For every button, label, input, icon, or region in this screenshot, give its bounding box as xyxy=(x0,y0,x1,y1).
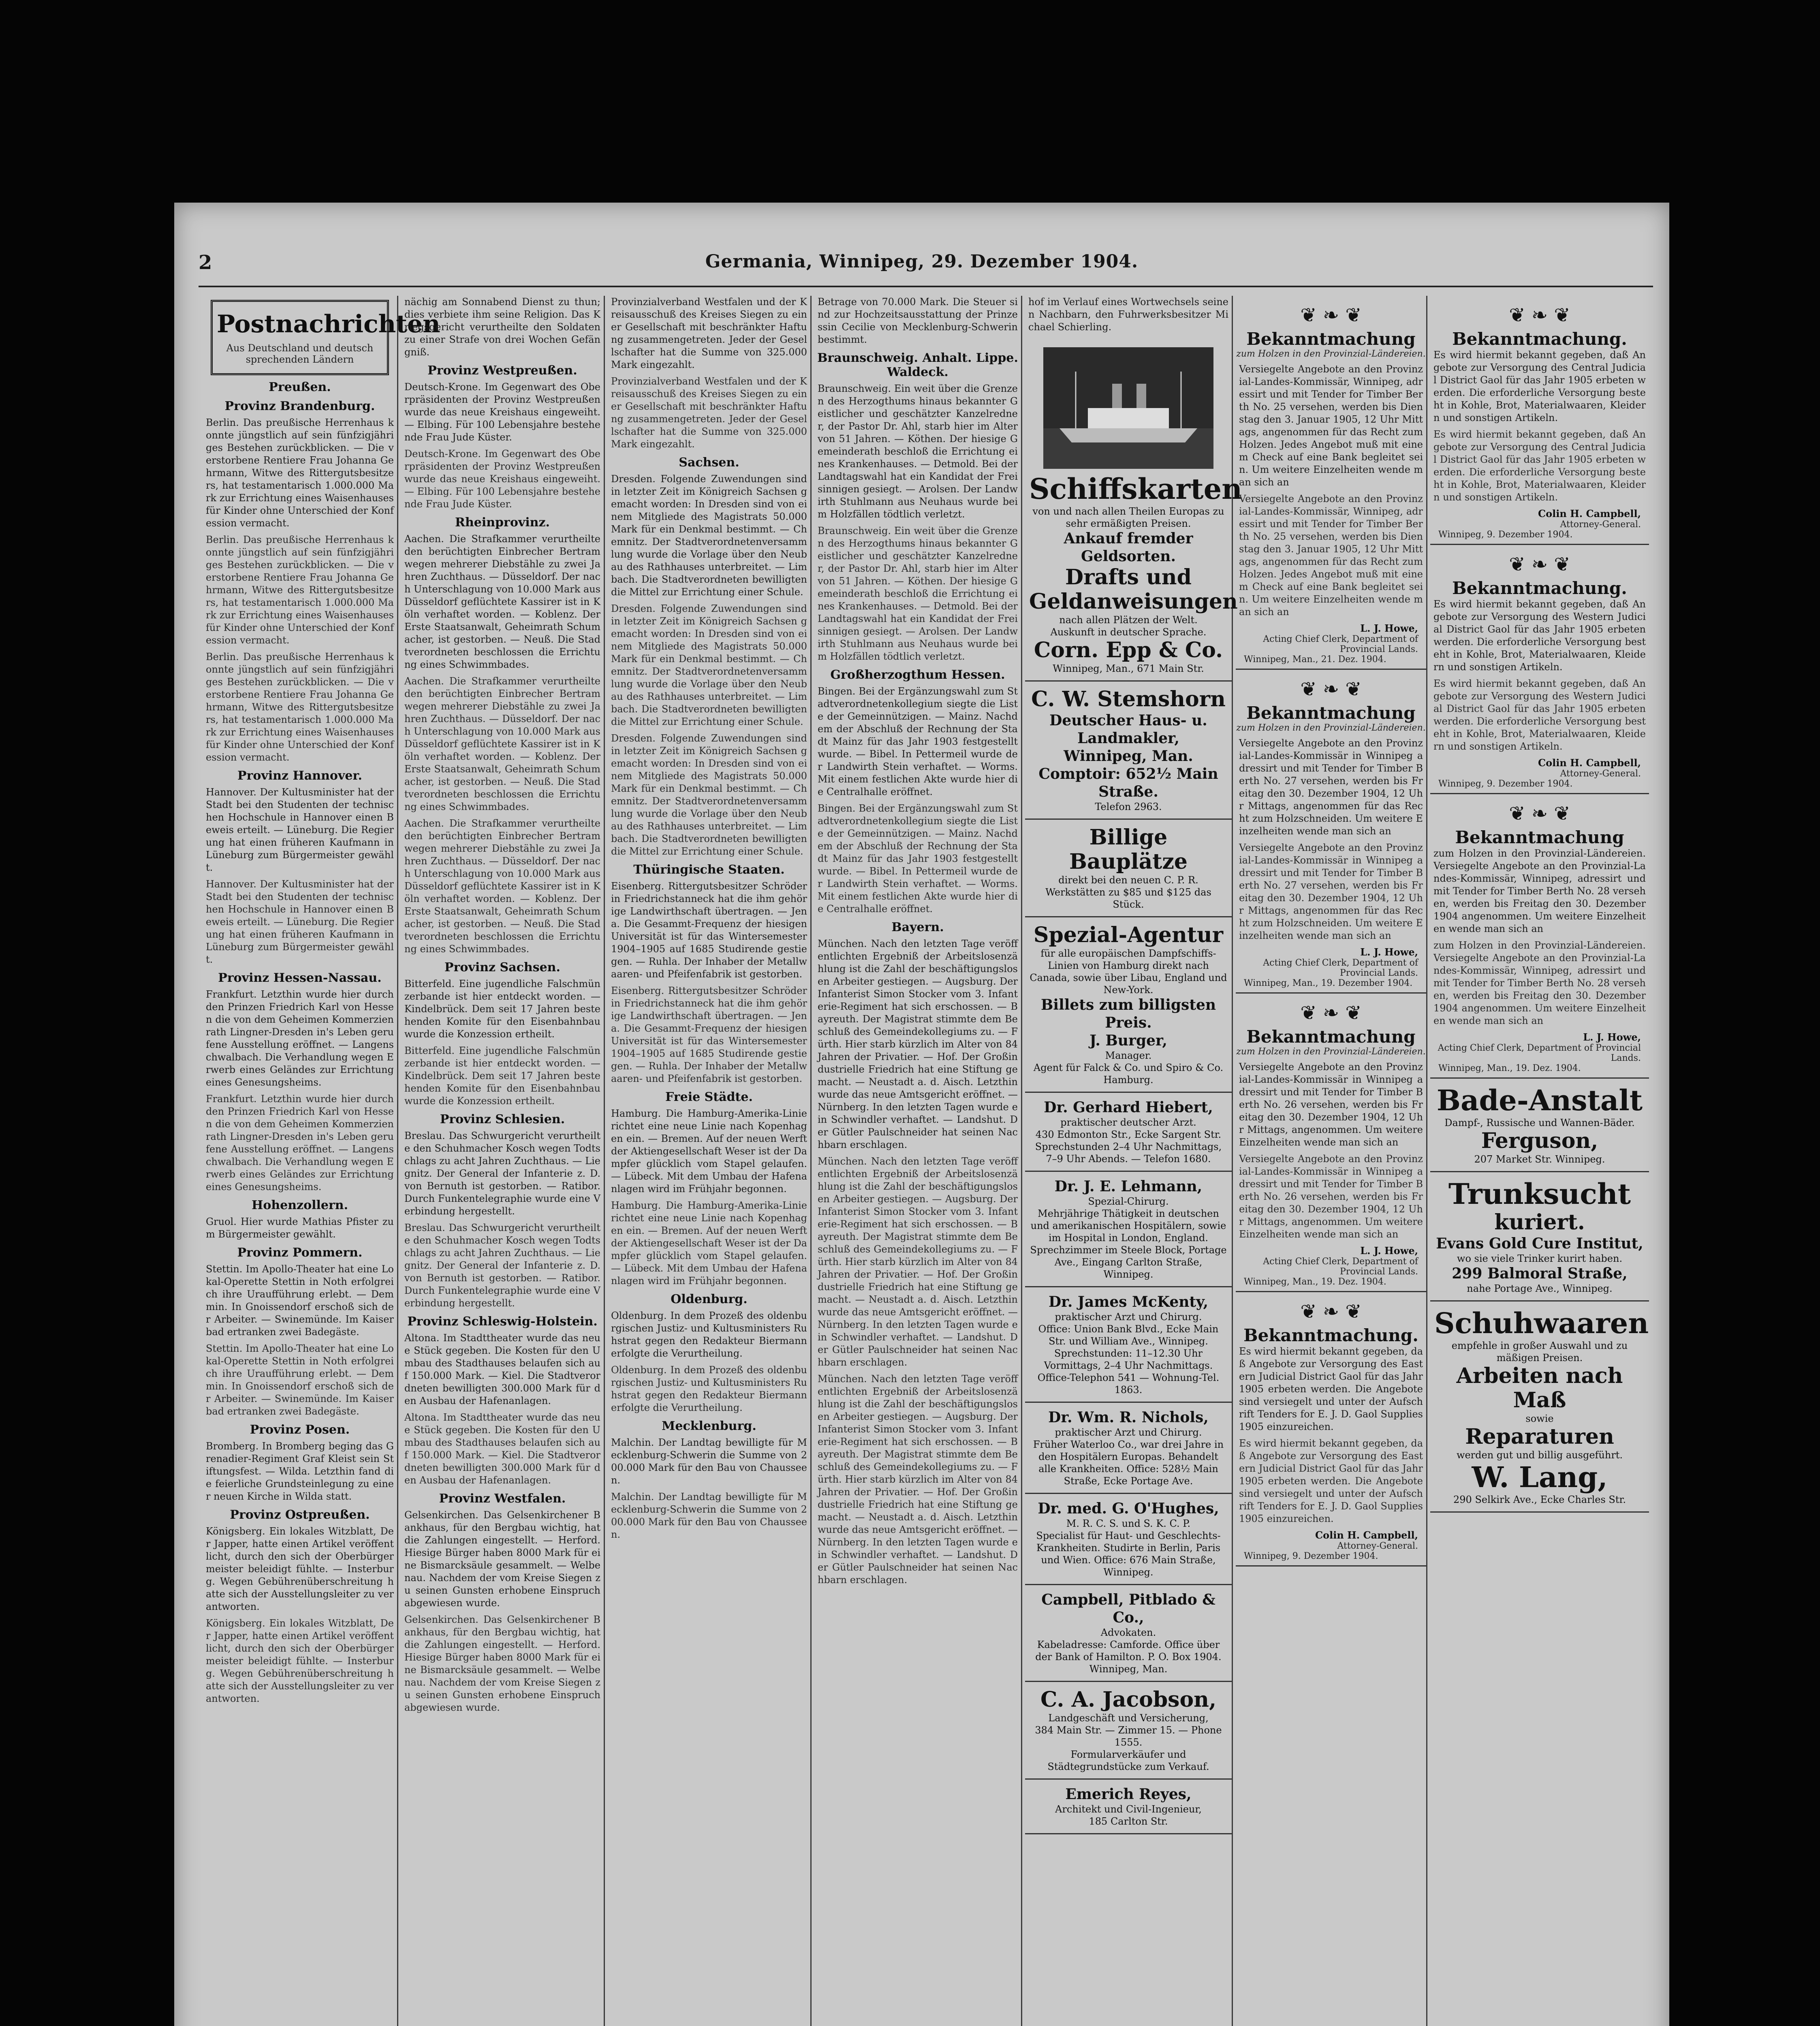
ad-text: nach allen Plätzen der Welt. xyxy=(1059,614,1198,626)
campbell-pitblado-ad xyxy=(1025,1585,1232,1682)
section-title: Postnachrichten xyxy=(217,310,440,338)
notice-role: Attorney-General. xyxy=(1337,1541,1418,1551)
ad-text: Evans Gold Cure Institut, xyxy=(1436,1235,1643,1252)
ad-title: Schiffskarten xyxy=(1029,472,1243,506)
ad-title: Bade-Anstalt xyxy=(1436,1084,1643,1117)
notice xyxy=(1430,802,1649,1079)
article-text: Gruol. Hier wurde Mathias Pfister zum Bürgermeister gewählt. xyxy=(206,1216,394,1240)
article-heading: Preußen. xyxy=(269,380,331,394)
article-heading: Thüringische Staaten. xyxy=(633,863,785,877)
notice-date: Winnipeg, 9. Dezember 1904. xyxy=(1236,1551,1426,1567)
notice-text: Versiegelte Angebote an den Provinzial-Landes-Kommissär, Winnipeg, adressirt und mit Tender for Timber Berth No. 25 versehen, werden bis Dienstag den 3. Januar 1905, 12 Uhr Mittags, angenommen für das Recht zum Holzen. Jedes Angebot muß mit einem Check auf eine Bank begleitet sein. Um weitere Einzelheiten wende man sich an xyxy=(1239,363,1423,488)
notice xyxy=(1236,678,1426,994)
column-1 xyxy=(203,296,440,2026)
ad-text: Sprechstunden 2–4 Uhr Nachmittags, 7–9 Uhr Abends. — Telefon 1680. xyxy=(1035,1141,1222,1165)
ad-text: kuriert. xyxy=(1494,1210,1585,1235)
ad-text: J. Burger, xyxy=(1089,1032,1167,1049)
ornament-icon: ❦ ❧ ❦ xyxy=(1300,1300,1362,1323)
ad-text: praktischer deutscher Arzt. xyxy=(1060,1117,1196,1128)
article-heading: Provinz Pommern. xyxy=(237,1246,363,1260)
notice-text: Es wird hiermit bekannt gegeben, daß Angebote zur Versorgung des Western Judicial District Gaol für das Jahr 1905 erbeten werden. Die erforderliche Versorgung besteht in Kohle, Brot, Materialwaaren, Kleidern und sonstigen Artikeln. xyxy=(1433,598,1646,673)
stemshorn-ad xyxy=(1025,682,1232,820)
article-heading: Provinz Schlesien. xyxy=(440,1112,565,1126)
ad-title: C. W. Stemshorn xyxy=(1031,687,1226,712)
article-text: Stettin. Im Apollo-Theater hat eine Lokal-Operette Stettin in Noth erfolgreich ihre Uraufführung erlebt. — Demmin. In Gnoissendorf erschoß sich der Arbeiter. — Swinemünde. Im Kaiserbad ertranken zwei Badegäste. xyxy=(206,1343,394,1417)
article-text: Aachen. Die Strafkammer verurtheilte den berüchtigten Einbrecher Bertram wegen mehrerer Diebstähle zu zwei Jahren Zuchthaus. — Düsseldorf. Der nach Unterschlagung von 10.000 Mark aus Düsseldorf geflüchtete Kassirer ist in Köln verhaftet worden. — Koblenz. Der Erste Staatsanwalt, Geheimrath Schumacher, ist gestorben. — Neuß. Die Stadtverordneten beschlossen die Errichtung eines Schwimmbades. xyxy=(404,818,600,955)
article-text: Malchin. Der Landtag bewilligte für Mecklenburg-Schwerin die Summe von 200.000 Mark für den Bau von Chausseen. xyxy=(611,1437,807,1486)
section-title-box xyxy=(211,300,440,375)
article-text: Berlin. Das preußische Herrenhaus konnte jüngstlich auf sein fünfzigjähriges Bestehen zurückblicken. — Die verstorbene Rentiere Frau Johanna Gehrmann, Witwe des Rittergutsbesitzers, hat testamentarisch 1.000.000 Mark zur Errichtung eines Waisenhauses für Kinder ohne Unterschied der Konfession vermacht. xyxy=(206,651,394,763)
ad-address: 207 Market Str. Winnipeg. xyxy=(1474,1154,1605,1165)
ad-title: Trunksucht xyxy=(1448,1177,1631,1211)
article-text: Dresden. Folgende Zuwendungen sind in letzter Zeit im Königreich Sachsen gemacht worden: In Dresden sind von einem Mitgliede des Magistrats 50.000 Mark für ein Denkmal bestimmt. — Chemnitz. Der Stadtverordnetenversammlung wurde die Vorlage über den Neubau des Rathhauses unterbreitet. — Limbach. Die Stadtverordneten bewilligten die Mittel zur Errichtung einer Schule. xyxy=(611,473,807,598)
notice-subtitle: zum Holzen in den Provinzial-Ländereien. xyxy=(1236,1047,1426,1057)
ad-name: W. Lang, xyxy=(1472,1460,1608,1494)
notice-text: Es wird hiermit bekannt gegeben, daß Angebote zur Versorgung des Eastern Judicial District Gaol für das Jahr 1905 erbeten werden. Die Angebote sind versiegelt und unter der Aufschrift Tenders for E. J. D. Gaol Supplies 1905 einzureichen. xyxy=(1239,1346,1423,1432)
notice xyxy=(1236,1002,1426,1292)
article-heading: Mecklenburg. xyxy=(662,1419,756,1433)
agentur-ad xyxy=(1025,917,1232,1093)
article-heading: Hohenzollern. xyxy=(251,1198,348,1212)
ad-title: Dr. J. E. Lehmann, xyxy=(1054,1178,1203,1195)
section-subtitle: Aus Deutschland und deutsch sprechenden Ländern xyxy=(226,342,374,365)
ad-text: Telefon 2963. xyxy=(1095,801,1162,812)
notice-signature: L. J. Howe, xyxy=(1583,1031,1641,1043)
article-text: Gelsenkirchen. Das Gelsenkirchener Bankhaus, für den Bergbau wichtig, hat die Zahlungen eingestellt. — Herford. Hiesige Bürger haben 8000 Mark für eine Bismarcksäule gesammelt. — Welbenau. Nachdem der vom Kreise Siegen zu seinen Gunsten erhobene Einspruch abgewiesen wurde. xyxy=(404,1614,600,1713)
ad-text: Agent für Falck & Co. und Spiro & Co. Hamburg. xyxy=(1033,1062,1224,1086)
ad-title: Billige Bauplätze xyxy=(1069,825,1188,874)
article-text: Altona. Im Stadttheater wurde das neue Stück gegeben. Die Kosten für den Umbau des Stadthauses belaufen sich auf 150.000 Mark. — Kiel. Die Stadtverordneten bewilligten 300.000 Mark für den Ausbau der Hafenanlagen. xyxy=(404,1332,600,1406)
ad-address: 299 Balmoral Straße, xyxy=(1452,1265,1628,1282)
notice-role: Attorney-General. xyxy=(1560,769,1641,779)
column-5-ads xyxy=(1025,296,1243,2026)
notice-subtitle: zum Holzen in den Provinzial-Ländereien. xyxy=(1236,349,1426,359)
article-text: Hamburg. Die Hamburg-Amerika-Linie richtet eine neue Linie nach Kopenhagen ein. — Bremen. Auf der neuen Werft der Aktiengesellschaft Weser ist der Dampfer glücklich vom Stapel gelaufen. — Lübeck. Mit dem Umbau der Hafenanlagen wird im Frühjahr begonnen. xyxy=(611,1200,807,1287)
article-heading: Oldenburg. xyxy=(671,1292,748,1306)
jacobson-ad xyxy=(1025,1682,1232,1780)
ad-text: für alle europäischen Dampfschiffs-Linien von Hamburg direkt nach Canada, sowie über Libau, England und New-York. xyxy=(1030,948,1227,996)
article-heading: Provinz Westfalen. xyxy=(439,1492,566,1506)
notice-text: Es wird hiermit bekannt gegeben, daß Angebote zur Versorgung des Central Judicial District Gaol für das Jahr 1905 erbeten werden. Die erforderliche Versorgung besteht in Kohle, Brot, Materialwaaren, Kleidern und sonstigen Artikeln. xyxy=(1433,349,1646,423)
schuhwaaren-ad xyxy=(1430,1302,1649,1513)
article-text: Breslau. Das Schwurgericht verurtheilte den Schuhmacher Kosch wegen Todtschlags zu acht Jahren Zuchthaus. — Liegnitz. Der General der Infanterie z. D. von Bernuth ist gestorben. — Ratibor. Durch Funkentelegraphie wurde eine Verbindung hergestellt. xyxy=(404,1130,600,1217)
page-number: 2 xyxy=(199,251,212,274)
notice-signature: Colin H. Campbell, xyxy=(1538,757,1641,769)
article-heading: Freie Städte. xyxy=(665,1090,753,1104)
article-text: Braunschweig. Ein weit über die Grenzen des Herzogthums hinaus bekannter Geistlicher und geschätzter Kanzelredner, der Pastor Dr. Ahl, starb hier im Alter von 51 Jahren. — Köthen. Der hiesige Gemeinderath beschloß die Errichtung eines Krankenhauses. — Detmold. Bei der Landtagswahl hat ein Kandidat der Freisinnigen gesiegt. — Arolsen. Der Landwirth Stuhlmann aus Neuhaus wurde beim Holzfällen tödtlich verletzt. xyxy=(818,525,1018,662)
ad-text: Arbeiten nach Maß xyxy=(1456,1363,1623,1413)
column-3 xyxy=(608,296,812,2026)
article-heading: Bayern. xyxy=(891,920,944,934)
ad-text: 185 Carlton Str. xyxy=(1089,1816,1168,1827)
notice-signature: L. J. Howe, xyxy=(1360,946,1418,958)
notice-title: Bekanntmachung xyxy=(1246,1027,1416,1047)
article-text: München. Nach den letzten Tage veröffentlichten Ergebniß der Arbeitslosenzählung ist die Zahl der beschäftigungslosen Arbeiter gestiegen. — Augsburg. Der Infanterist Simon Stocker vom 3. Infanterie-Regiment hat sich erschossen. — Bayreuth. Der Magistrat stimmte dem Beschluß des Gemeindekollegiums zu. — Fürth. Hier starb kürzlich im Alter von 84 Jahren der Privatier. — Hof. Der Großindustrielle Friedrich hat eine Stiftung gemacht. — Neustadt a. d. Aisch. Letzthin wurde das neue Amtsgericht eröffnet. — Nürnberg. In den letzten Tagen wurde ein Schwindler verhaftet. — Landshut. Der Gütler Paulschneider hat seinen Nachbarn erschlagen. xyxy=(818,1373,1018,1586)
ornament-icon: ❦ ❧ ❦ xyxy=(1509,553,1570,576)
article-text: Eisenberg. Rittergutsbesitzer Schröder in Friedrichstanneck hat die ihm gehörige Landwirthschaft übertragen. — Jena. Die Gesammt-Frequenz der hiesigen Universität ist für das Wintersemester 1904–1905 auf 1685 Studirende gestiegen. — Ruhla. Der Inhaber der Metallwaaren- und Pfeifenfabrik ist gestorben. xyxy=(611,880,807,980)
notice-title: Bekanntmachung xyxy=(1246,703,1416,723)
trunksucht-ad xyxy=(1430,1172,1649,1302)
article-text: nächig am Sonnabend Dienst zu thun; dies verbiete ihm seine Religion. Das Kriegsgericht verurtheilte den Soldaten zu einer Strafe von drei Wochen Gefängniß. xyxy=(404,296,600,358)
ad-text: M. R. C. S. und S. K. C. P. xyxy=(1066,1518,1191,1529)
notice-signature: Colin H. Campbell, xyxy=(1538,508,1641,519)
ad-title: Dr. Wm. R. Nichols, xyxy=(1048,1409,1209,1426)
article-text: Betrage von 70.000 Mark. Die Steuer sind zur Hochzeitsausstattung der Prinzessin Cecilie von Mecklenburg-Schwerin bestimmt. xyxy=(818,296,1018,345)
ad-text: empfehle in großer Auswahl und zu mäßigen Preisen. xyxy=(1451,1340,1628,1363)
ship-tickets-ad xyxy=(1025,338,1243,682)
ad-text: werden gut und billig ausgeführt. xyxy=(1456,1449,1623,1461)
ad-text: direkt bei den neuen C. P. R. Werkstätten zu $85 und $125 das Stück. xyxy=(1045,874,1211,910)
masthead: Germania, Winnipeg, 29. Dezember 1904. xyxy=(705,251,1139,272)
hiebert-ad xyxy=(1025,1093,1232,1172)
ad-title: C. A. Jacobson, xyxy=(1040,1687,1217,1712)
article-text: Dresden. Folgende Zuwendungen sind in letzter Zeit im Königreich Sachsen gemacht worden: In Dresden sind von einem Mitgliede des Magistrats 50.000 Mark für ein Denkmal bestimmt. — Chemnitz. Der Stadtverordnetenversammlung wurde die Vorlage über den Neubau des Rathhauses unterbreitet. — Limbach. Die Stadtverordneten bewilligten die Mittel zur Errichtung einer Schule. xyxy=(611,733,807,857)
column-6-notices xyxy=(1236,296,1427,2026)
notice-text: Versiegelte Angebote an den Provinzial-Landes-Kommissär in Winnipeg adressirt und mit Tender for Timber Berth No. 26 versehen, werden bis Freitag den 30. Dezember 1904, 12 Uhr Mittags, angenommen. Um weitere Einzelheiten wende man sich an xyxy=(1239,1061,1423,1148)
notice xyxy=(1430,304,1649,545)
ad-title: Dr. med. G. O'Hughes, xyxy=(1038,1500,1219,1517)
notice-date: Winnipeg, Man., 19. Dez. 1904. xyxy=(1236,1277,1426,1292)
ad-text: von und nach allen Theilen Europas zu sehr ermäßigten Preisen. xyxy=(1032,506,1224,529)
ad-title: Emerich Reyes, xyxy=(1065,1786,1192,1803)
bauplaetze-ad xyxy=(1025,820,1232,917)
ad-text: Auskunft in deutscher Sprache. xyxy=(1050,626,1207,638)
ad-text: Ankauf fremder Geldsorten. xyxy=(1064,530,1193,565)
notice-title: Bekanntmachung xyxy=(1455,827,1624,847)
ad-text: Manager. xyxy=(1105,1050,1152,1061)
notice-date: Winnipeg, Man., 19. Dezember 1904. xyxy=(1236,978,1426,994)
article-text: Provinzialverband Westfalen und der Kreisausschuß des Kreises Siegen zu einer Gesellschaft mit beschränkter Haftung zusammengetreten. Jeder der Gesellschafter hat die Summe von 325.000 Mark eingezahlt. xyxy=(611,296,807,370)
ad-text: Architekt und Civil-Ingenieur, xyxy=(1055,1804,1202,1815)
ad-text: Deutscher Haus- u. Landmakler, xyxy=(1049,712,1207,747)
column-7 xyxy=(1430,296,1649,2026)
notice-date: Winnipeg, 9. Dezember 1904. xyxy=(1430,530,1649,545)
article-text: Dresden. Folgende Zuwendungen sind in letzter Zeit im Königreich Sachsen gemacht worden: In Dresden sind von einem Mitgliede des Magistrats 50.000 Mark für ein Denkmal bestimmt. — Chemnitz. Der Stadtverordnetenversammlung wurde die Vorlage über den Neubau des Rathhauses unterbreitet. — Limbach. Die Stadtverordneten bewilligten die Mittel zur Errichtung einer Schule. xyxy=(611,603,807,727)
page-header xyxy=(190,247,1653,280)
ad-text: Winnipeg, Man. xyxy=(1064,748,1193,765)
ad-address: Winnipeg, Man., 671 Main Str. xyxy=(1053,663,1204,674)
article-text: München. Nach den letzten Tage veröffentlichten Ergebniß der Arbeitslosenzählung ist die Zahl der beschäftigungslosen Arbeiter gestiegen. — Augsburg. Der Infanterist Simon Stocker vom 3. Infanterie-Regiment hat sich erschossen. — Bayreuth. Der Magistrat stimmte dem Beschluß des Gemeindekollegiums zu. — Fürth. Hier starb kürzlich im Alter von 84 Jahren der Privatier. — Hof. Der Großindustrielle Friedrich hat eine Stiftung gemacht. — Neustadt a. d. Aisch. Letzthin wurde das neue Amtsgericht eröffnet. — Nürnberg. In den letzten Tagen wurde ein Schwindler verhaftet. — Landshut. Der Gütler Paulschneider hat seinen Nachbarn erschlagen. xyxy=(818,1156,1018,1368)
notice-text: Versiegelte Angebote an den Provinzial-Landes-Kommissär in Winnipeg adressirt und mit Tender for Timber Berth No. 27 versehen, werden bis Freitag den 30. Dezember 1904, 12 Uhr Mittags, angenommen für das Recht zum Holzschneiden. Um weitere Einzelheiten wende man sich an xyxy=(1239,737,1423,837)
notice-signature: L. J. Howe, xyxy=(1360,1245,1418,1257)
notice-role: Acting Chief Clerk, Department of Provincial Lands. xyxy=(1263,1257,1418,1277)
ad-text: sowie xyxy=(1525,1413,1554,1424)
notice-date: Winnipeg, 9. Dezember 1904. xyxy=(1430,779,1649,794)
article-text: Bromberg. In Bromberg beging das Grenadier-Regiment Graf Kleist sein Stiftungsfest. — Wilda. Letzthin fand die feierliche Grundsteinlegung zu einer neuen Kirche in Wilda statt. xyxy=(206,1440,394,1502)
steamship-illustration xyxy=(1043,347,1213,469)
article-text: Breslau. Das Schwurgericht verurtheilte den Schuhmacher Kosch wegen Todtschlags zu acht Jahren Zuchthaus. — Liegnitz. Der General der Infanterie z. D. von Bernuth ist gestorben. — Ratibor. Durch Funkentelegraphie wurde eine Verbindung hergestellt. xyxy=(404,1222,600,1309)
ad-text: Landgeschäft und Versicherung, xyxy=(1048,1712,1209,1724)
article-text: Königsberg. Ein lokales Witzblatt, Der Japper, hatte einen Artikel veröffentlicht, durch den sich der Oberbürgermeister beleidigt fühlte. — Insterburg. Wegen Gebührenüberschreitung hatte sich der Ausstellungsleiter zu verantworten. xyxy=(206,1618,394,1704)
article-text: Bitterfeld. Eine jugendliche Falschmünzerbande ist hier entdeckt worden. — Kindelbrück. Dem seit 17 Jahren bestehenden Komite für den Eisenbahnbau wurde die Konzession ertheilt. xyxy=(404,978,600,1040)
ad-text: praktischer Arzt und Chirurg. xyxy=(1055,1427,1202,1438)
article-heading: Provinz Hessen-Nassau. xyxy=(218,971,382,985)
ornament-icon: ❦ ❧ ❦ xyxy=(1509,802,1570,825)
newspaper-page xyxy=(174,203,1669,2026)
article-text: Bingen. Bei der Ergänzungswahl zum Stadtverordnetenkollegium siegte die Liste der Gemeinnützigen. — Mainz. Nachdem der Abschluß der Rechnung der Stadt Mainz für das Jahr 1903 festgestellt wurde. — Bibel. In Pettermeil wurde der Landwirth Stein verhaftet. — Worms. Mit einem festlichen Akte wurde hier die Centralhalle eröffnet. xyxy=(818,803,1018,915)
article-text: Stettin. Im Apollo-Theater hat eine Lokal-Operette Stettin in Noth erfolgreich ihre Uraufführung erlebt. — Demmin. In Gnoissendorf erschoß sich der Arbeiter. — Swinemünde. Im Kaiserbad ertranken zwei Badegäste. xyxy=(206,1263,394,1338)
ad-address: 290 Selkirk Ave., Ecke Charles Str. xyxy=(1453,1494,1626,1505)
lehmann-ad xyxy=(1025,1172,1232,1287)
article-text: Aachen. Die Strafkammer verurtheilte den berüchtigten Einbrecher Bertram wegen mehrerer Diebstähle zu zwei Jahren Zuchthaus. — Düsseldorf. Der nach Unterschlagung von 10.000 Mark aus Düsseldorf geflüchtete Kassirer ist in Köln verhaftet worden. — Koblenz. Der Erste Staatsanwalt, Geheimrath Schumacher, ist gestorben. — Neuß. Die Stadtverordneten beschlossen die Errichtung eines Schwimmbades. xyxy=(404,675,600,812)
notice-text: zum Holzen in den Provinzial-Ländereien. Versiegelte Angebote an den Provinzial-Landes-Kommissär, Winnipeg, adressirt und mit Tender for Timber Berth No. 28 versehen, werden bis Freitag den 30. Dezember 1904 angenommen. Um weitere Einzelheiten wende man sich an xyxy=(1433,848,1646,934)
notice-role: Attorney-General. xyxy=(1560,519,1641,530)
ad-text: Office: Union Bank Blvd., Ecke Main Str. und William Ave., Winnipeg. xyxy=(1038,1323,1219,1347)
notice xyxy=(1430,553,1649,794)
notice-text: zum Holzen in den Provinzial-Ländereien. Versiegelte Angebote an den Provinzial-Landes-Kommissär, Winnipeg, adressirt und mit Tender for Timber Berth No. 28 versehen, werden bis Freitag den 30. Dezember 1904 angenommen. Um weitere Einzelheiten wende man sich an xyxy=(1433,940,1646,1026)
article-heading: Braunschweig. Anhalt. Lippe. Waldeck. xyxy=(817,351,1018,379)
notice-role: Acting Chief Clerk, Department of Provincial Lands. xyxy=(1263,634,1418,654)
notice-date: Winnipeg, Man., 19. Dez. 1904. xyxy=(1430,1063,1649,1079)
ad-text: Specialist für Haut- und Geschlechts-Krankheiten. Studirte in Berlin, Paris und Wien. Office: 676 Main Straße, Winnipeg. xyxy=(1036,1530,1221,1578)
notice-title: Bekanntmachung. xyxy=(1452,329,1627,349)
ad-firm: Corn. Epp & Co. xyxy=(1034,638,1223,663)
notice-text: Es wird hiermit bekannt gegeben, daß Angebote zur Versorgung des Central Judicial District Gaol für das Jahr 1905 erbeten werden. Die erforderliche Versorgung besteht in Kohle, Brot, Materialwaaren, Kleidern und sonstigen Artikeln. xyxy=(1433,429,1646,503)
notice-title: Bekanntmachung. xyxy=(1452,578,1627,598)
notice-title: Bekanntmachung. xyxy=(1243,1325,1418,1345)
ad-text: Dampf-, Russische und Wannen-Bäder. xyxy=(1444,1117,1635,1128)
notice xyxy=(1236,304,1426,670)
article-heading: Provinz Posen. xyxy=(250,1423,350,1437)
article-text: Braunschweig. Ein weit über die Grenzen des Herzogthums hinaus bekannter Geistlicher und geschätzter Kanzelredner, der Pastor Dr. Ahl, starb hier im Alter von 51 Jahren. — Köthen. Der hiesige Gemeinderath beschloß die Errichtung eines Krankenhauses. — Detmold. Bei der Landtagswahl hat ein Kandidat der Freisinnigen gesiegt. — Arolsen. Der Landwirth Stuhlmann aus Neuhaus wurde beim Holzfällen tödtlich verletzt. xyxy=(818,383,1018,520)
article-text: Oldenburg. In dem Prozeß des oldenburgischen Justiz- und Kultusministers Ruhstrat gegen den Redakteur Biermann erfolgte die Verurtheilung. xyxy=(611,1364,807,1413)
article-text: Bingen. Bei der Ergänzungswahl zum Stadtverordnetenkollegium siegte die Liste der Gemeinnützigen. — Mainz. Nachdem der Abschluß der Rechnung der Stadt Mainz für das Jahr 1903 festgestellt wurde. — Bibel. In Pettermeil wurde der Landwirth Stein verhaftet. — Worms. Mit einem festlichen Akte wurde hier die Centralhalle eröffnet. xyxy=(818,686,1018,797)
article-heading: Provinz Ostpreußen. xyxy=(230,1508,370,1522)
article-heading: Provinz Hannover. xyxy=(237,769,362,783)
notice-text: Versiegelte Angebote an den Provinzial-Landes-Kommissär in Winnipeg adressirt und mit Tender for Timber Berth No. 27 versehen, werden bis Freitag den 30. Dezember 1904, 12 Uhr Mittags, angenommen für das Recht zum Holzschneiden. Um weitere Einzelheiten wende man sich an xyxy=(1239,842,1423,941)
ad-text: Kabeladresse: Camforde. Office über der Bank of Hamilton. P. O. Box 1904. xyxy=(1035,1639,1222,1663)
ad-text: Comptoir: 652½ Main Straße. xyxy=(1038,765,1218,800)
ornament-icon: ❦ ❧ ❦ xyxy=(1300,678,1362,701)
ad-title: Dr. James McKenty, xyxy=(1048,1293,1209,1310)
article-text: Königsberg. Ein lokales Witzblatt, Der Japper, hatte einen Artikel veröffentlicht, durch den sich der Oberbürgermeister beleidigt fühlte. — Insterburg. Wegen Gebührenüberschreitung hatte sich der Ausstellungsleiter zu verantworten. xyxy=(206,1526,394,1612)
notice-text: Versiegelte Angebote an den Provinzial-Landes-Kommissär, Winnipeg, adressirt und mit Tender for Timber Berth No. 25 versehen, werden bis Dienstag den 3. Januar 1905, 12 Uhr Mittags, angenommen für das Recht zum Holzen. Jedes Angebot muß mit einem Check auf eine Bank begleitet sein. Um weitere Einzelheiten wende man sich an xyxy=(1239,493,1423,618)
header-rule xyxy=(199,286,1653,287)
column-2 xyxy=(401,296,605,2026)
article-text: hof im Verlauf eines Wortwechsels seinen Nachbarn, den Fuhrwerksbesitzer Michael Schierling. xyxy=(1028,296,1228,333)
notice-text: Es wird hiermit bekannt gegeben, daß Angebote zur Versorgung des Eastern Judicial District Gaol für das Jahr 1905 erbeten werden. Die Angebote sind versiegelt und unter der Aufschrift Tenders for E. J. D. Gaol Supplies 1905 einzureichen. xyxy=(1239,1438,1423,1524)
ad-text: Formularverkäufer und Städtegrundstücke zum Verkauf. xyxy=(1047,1749,1209,1772)
article-text: Aachen. Die Strafkammer verurtheilte den berüchtigten Einbrecher Bertram wegen mehrerer Diebstähle zu zwei Jahren Zuchthaus. — Düsseldorf. Der nach Unterschlagung von 10.000 Mark aus Düsseldorf geflüchtete Kassirer ist in Köln verhaftet worden. — Koblenz. Der Erste Staatsanwalt, Geheimrath Schumacher, ist gestorben. — Neuß. Die Stadtverordneten beschlossen die Errichtung eines Schwimmbades. xyxy=(404,533,600,670)
ad-text: Reparaturen xyxy=(1465,1424,1614,1449)
ad-name: Ferguson, xyxy=(1481,1128,1598,1153)
ad-title: Dr. Gerhard Hiebert, xyxy=(1044,1099,1213,1116)
article-heading: Großherzogthum Hessen. xyxy=(830,668,1005,682)
article-text: Hannover. Der Kultusminister hat der Stadt bei den Studenten der technischen Hochschule in Hannover einen Beweis erteilt. — Lüneburg. Die Regierung hat einen früheren Kaufmann in Lüneburg zum Bürgermeister gewählt. xyxy=(206,786,394,873)
notice-role: Acting Chief Clerk, Department of Provincial Lands. xyxy=(1263,958,1418,978)
ad-text: Spezial-Chirurg. xyxy=(1088,1196,1169,1207)
ad-text: wo sie viele Trinker kurirt haben. xyxy=(1457,1253,1623,1264)
article-text: Malchin. Der Landtag bewilligte für Mecklenburg-Schwerin die Summe von 200.000 Mark für den Bau von Chausseen. xyxy=(611,1491,807,1540)
notice-signature: Colin H. Campbell, xyxy=(1315,1529,1418,1541)
article-text: Deutsch-Krone. Im Gegenwart des Oberpräsidenten der Provinz Westpreußen wurde das neue Kreishaus eingeweiht. — Elbing. Für 100 Lebensjahre bestehende Frau Jude Küster. xyxy=(404,381,600,443)
article-heading: Provinz Sachsen. xyxy=(444,960,560,975)
article-heading: Provinz Westpreußen. xyxy=(427,363,577,378)
article-text: Bitterfeld. Eine jugendliche Falschmünzerbande ist hier entdeckt worden. — Kindelbrück. Dem seit 17 Jahren bestehenden Komite für den Eisenbahnbau wurde die Konzession ertheilt. xyxy=(404,1045,600,1107)
notice-text: Es wird hiermit bekannt gegeben, daß Angebote zur Versorgung des Western Judicial District Gaol für das Jahr 1905 erbeten werden. Die erforderliche Versorgung besteht in Kohle, Brot, Materialwaaren, Kleidern und sonstigen Artikeln. xyxy=(1433,678,1646,752)
ad-text: Office-Telephon 541 — Wohnung-Tel. 1863. xyxy=(1037,1372,1220,1396)
notice xyxy=(1236,1300,1426,1567)
ad-text: Früher Waterloo Co., war drei Jahre in den Hospitälern Europas. Behandelt alle Krankheiten. Office: 528½ Main Straße, Ecke Portage Ave. xyxy=(1033,1439,1224,1487)
ad-text: Billets zum billigsten Preis. xyxy=(1040,996,1216,1031)
nichols-ad xyxy=(1025,1403,1232,1494)
ad-text: 430 Edmonton Str., Ecke Sargent Str. xyxy=(1035,1129,1222,1140)
article-text: Deutsch-Krone. Im Gegenwart des Oberpräsidenten der Provinz Westpreußen wurde das neue Kreishaus eingeweiht. — Elbing. Für 100 Lebensjahre bestehende Frau Jude Küster. xyxy=(404,448,600,510)
article-heading: Provinz Brandenburg. xyxy=(224,399,375,413)
article-text: Eisenberg. Rittergutsbesitzer Schröder in Friedrichstanneck hat die ihm gehörige Landwirthschaft übertragen. — Jena. Die Gesammt-Frequenz der hiesigen Universität ist für das Wintersemester 1904–1905 auf 1685 Studirende gestiegen. — Ruhla. Der Inhaber der Metallwaaren- und Pfeifenfabrik ist gestorben. xyxy=(611,985,807,1084)
ad-title: Schuhwaaren xyxy=(1434,1306,1649,1340)
reyes-ad xyxy=(1025,1780,1232,1834)
notice-role: Acting Chief Clerk, Department of Provincial Lands. xyxy=(1438,1043,1641,1063)
article-text: Hamburg. Die Hamburg-Amerika-Linie richtet eine neue Linie nach Kopenhagen ein. — Bremen. Auf der neuen Werft der Aktiengesellschaft Weser ist der Dampfer glücklich vom Stapel gelaufen. — Lübeck. Mit dem Umbau der Hafenanlagen wird im Frühjahr begonnen. xyxy=(611,1108,807,1195)
notice-subtitle: zum Holzen in den Provinzial-Ländereien. xyxy=(1236,723,1426,733)
mckenty-ad xyxy=(1025,1287,1232,1403)
notice-title: Bekanntmachung xyxy=(1246,329,1416,349)
ad-title: Spezial-Agentur xyxy=(1033,923,1224,947)
article-text: Oldenburg. In dem Prozeß des oldenburgischen Justiz- und Kultusministers Ruhstrat gegen den Redakteur Biermann erfolgte die Verurtheilung. xyxy=(611,1310,807,1359)
notice-date: Winnipeg, Man., 21. Dez. 1904. xyxy=(1236,654,1426,670)
ohughes-ad xyxy=(1025,1494,1232,1585)
ornament-icon: ❦ ❧ ❦ xyxy=(1300,304,1362,327)
article-text: Berlin. Das preußische Herrenhaus konnte jüngstlich auf sein fünfzigjähriges Bestehen zurückblicken. — Die verstorbene Rentiere Frau Johanna Gehrmann, Witwe des Rittergutsbesitzers, hat testamentarisch 1.000.000 Mark zur Errichtung eines Waisenhauses für Kinder ohne Unterschied der Konfession vermacht. xyxy=(206,417,394,529)
ad-address: nahe Portage Ave., Winnipeg. xyxy=(1467,1283,1613,1294)
notice-text: Versiegelte Angebote an den Provinzial-Landes-Kommissär in Winnipeg adressirt und mit Tender for Timber Berth No. 26 versehen, werden bis Freitag den 30. Dezember 1904, 12 Uhr Mittags, angenommen. Um weitere Einzelheiten wende man sich an xyxy=(1239,1153,1423,1240)
ornament-icon: ❦ ❧ ❦ xyxy=(1509,304,1570,327)
article-text: Hannover. Der Kultusminister hat der Stadt bei den Studenten der technischen Hochschule in Hannover einen Beweis erteilt. — Lüneburg. Die Regierung hat einen früheren Kaufmann in Lüneburg zum Bürgermeister gewählt. xyxy=(206,878,394,965)
article-text: Berlin. Das preußische Herrenhaus konnte jüngstlich auf sein fünfzigjähriges Bestehen zurückblicken. — Die verstorbene Rentiere Frau Johanna Gehrmann, Witwe des Rittergutsbesitzers, hat testamentarisch 1.000.000 Mark zur Errichtung eines Waisenhauses für Kinder ohne Unterschied der Konfession vermacht. xyxy=(206,534,394,646)
article-text: München. Nach den letzten Tage veröffentlichten Ergebniß der Arbeitslosenzählung ist die Zahl der beschäftigungslosen Arbeiter gestiegen. — Augsburg. Der Infanterist Simon Stocker vom 3. Infanterie-Regiment hat sich erschossen. — Bayreuth. Der Magistrat stimmte dem Beschluß des Gemeindekollegiums zu. — Fürth. Hier starb kürzlich im Alter von 84 Jahren der Privatier. — Hof. Der Großindustrielle Friedrich hat eine Stiftung gemacht. — Neustadt a. d. Aisch. Letzthin wurde das neue Amtsgericht eröffnet. — Nürnberg. In den letzten Tagen wurde ein Schwindler verhaftet. — Landshut. Der Gütler Paulschneider hat seinen Nachbarn erschlagen. xyxy=(818,938,1018,1150)
ad-text: Winnipeg, Man. xyxy=(1089,1663,1168,1675)
ad-text: 384 Main Str. — Zimmer 15. — Phone 1555. xyxy=(1035,1725,1222,1748)
ad-text: Drafts und Geldanweisungen xyxy=(1029,565,1238,614)
ad-text: praktischer Arzt und Chirurg. xyxy=(1055,1311,1202,1323)
ad-text: Advokaten. xyxy=(1100,1627,1156,1638)
article-text: Frankfurt. Letzthin wurde hier durch den Prinzen Friedrich Karl von Hessen die von dem Geheimen Kommerzienrath Lingner-Dresden in's Leben gerufene Ausstellung eröffnet. — Langenschwalbach. Die Verhandlung wegen Erwerb eines Geländes zur Errichtung eines Genesungsheims. xyxy=(206,1093,394,1193)
ornament-icon: ❦ ❧ ❦ xyxy=(1300,1002,1362,1024)
ad-text: Sprechstunden: 11–12.30 Uhr Vormittags, 2–4 Uhr Nachmittags. xyxy=(1044,1348,1213,1371)
column-4 xyxy=(814,296,1022,2026)
ad-text: Mehrjährige Thätigkeit in deutschen und amerikanischen Hospitälern, sowie im Hospital in London, England. Sprechzimmer im Steele Block, Portage Ave., Eingang Carlton Straße, Winnipeg. xyxy=(1030,1208,1227,1280)
article-heading: Sachsen. xyxy=(679,455,739,470)
bade-anstalt-ad xyxy=(1430,1079,1649,1172)
article-text: Provinzialverband Westfalen und der Kreisausschuß des Kreises Siegen zu einer Gesellschaft mit beschränkter Haftung zusammengetreten. Jeder der Gesellschafter hat die Summe von 325.000 Mark eingezahlt. xyxy=(611,376,807,450)
article-text: Frankfurt. Letzthin wurde hier durch den Prinzen Friedrich Karl von Hessen die von dem Geheimen Kommerzienrath Lingner-Dresden in's Leben gerufene Ausstellung eröffnet. — Langenschwalbach. Die Verhandlung wegen Erwerb eines Geländes zur Errichtung eines Genesungsheims. xyxy=(206,989,394,1088)
article-heading: Rheinprovinz. xyxy=(455,515,550,530)
article-text: Altona. Im Stadttheater wurde das neue Stück gegeben. Die Kosten für den Umbau des Stadthauses belaufen sich auf 150.000 Mark. — Kiel. Die Stadtverordneten bewilligten 300.000 Mark für den Ausbau der Hafenanlagen. xyxy=(404,1412,600,1486)
article-heading: Provinz Schleswig-Holstein. xyxy=(407,1314,598,1329)
notice-signature: L. J. Howe, xyxy=(1360,622,1418,634)
ad-title: Campbell, Pitblado & Co., xyxy=(1041,1591,1215,1626)
article-text: Gelsenkirchen. Das Gelsenkirchener Bankhaus, für den Bergbau wichtig, hat die Zahlungen eingestellt. — Herford. Hiesige Bürger haben 8000 Mark für eine Bismarcksäule gesammelt. — Welbenau. Nachdem der vom Kreise Siegen zu seinen Gunsten erhobene Einspruch abgewiesen wurde. xyxy=(404,1509,600,1609)
